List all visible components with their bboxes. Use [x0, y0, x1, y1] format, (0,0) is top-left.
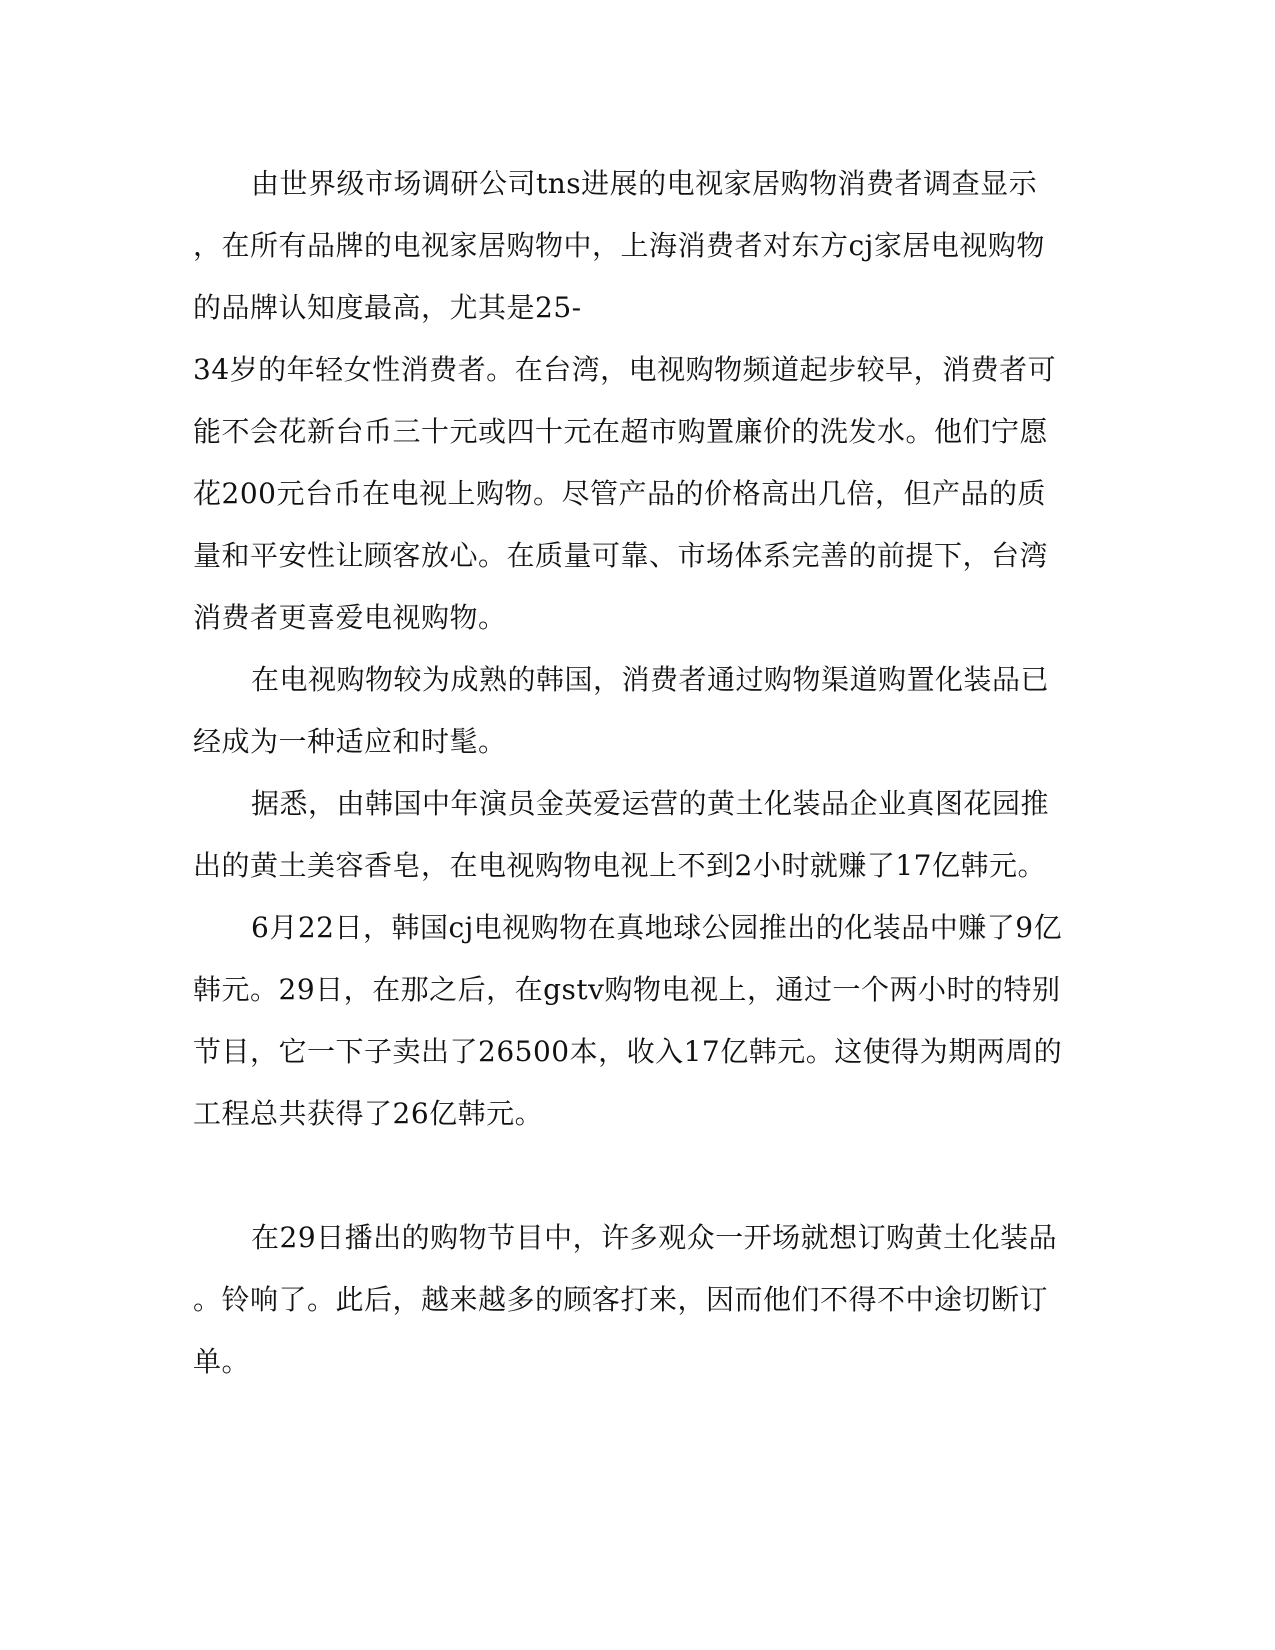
paragraph-1-line-4: 34岁的年轻女性消费者。在台湾，电视购物频道起步较早，消费者可: [193, 353, 1057, 386]
paragraph-2-line-1: 在电视购物较为成熟的韩国，消费者通过购物渠道购置化装品已: [251, 663, 1050, 696]
paragraph-1-line-7: 量和平安性让顾客放心。在质量可靠、市场体系完善的前提下，台湾: [193, 539, 1049, 572]
paragraph-2-line-2: 经成为一种适应和时髦。: [193, 725, 507, 758]
paragraph-1-line-5: 能不会花新台币三十元或四十元在超市购置廉价的洗发水。他们宁愿: [193, 415, 1049, 448]
paragraph-5-line-1: 在29日播出的购物节目中，许多观众一开场就想订购黄土化装品: [251, 1221, 1058, 1254]
paragraph-3-line-1: 据悉，由韩国中年演员金英爱运营的黄土化装品企业真图花园推: [251, 787, 1050, 820]
paragraph-4-line-3: 节目，它一下子卖出了26500本，收入17亿韩元。这使得为期两周的: [193, 1035, 1063, 1068]
paragraph-1-line-8: 消费者更喜爱电视购物。: [193, 601, 507, 634]
paragraph-4-line-1: 6月22日，韩国cj电视购物在真地球公园推出的化装品中赚了9亿: [251, 911, 1063, 944]
paragraph-1-line-6: 花200元台币在电视上购物。尽管产品的价格高出几倍，但产品的质: [193, 477, 1046, 510]
paragraph-5-line-2: 。铃响了。此后，越来越多的顾客打来，因而他们不得不中途切断订: [193, 1283, 1049, 1316]
paragraph-4-line-2: 韩元。29日，在那之后，在gstv购物电视上，通过一个两小时的特别: [193, 973, 1061, 1006]
paragraph-5-line-3: 单。: [193, 1345, 251, 1378]
paragraph-1-line-2: ，在所有品牌的电视家居购物中，上海消费者对东方cj家居电视购物: [193, 229, 1045, 262]
paragraph-1-line-1: 由世界级市场调研公司tns进展的电视家居购物消费者调查显示: [251, 167, 1038, 200]
paragraph-3-line-2: 出的黄土美容香皂，在电视购物电视上不到2小时就赚了17亿韩元。: [193, 849, 1046, 882]
paragraph-1-line-3: 的品牌认知度最高，尤其是25-: [193, 291, 582, 324]
paragraph-4-line-4: 工程总共获得了26亿韩元。: [193, 1097, 544, 1130]
